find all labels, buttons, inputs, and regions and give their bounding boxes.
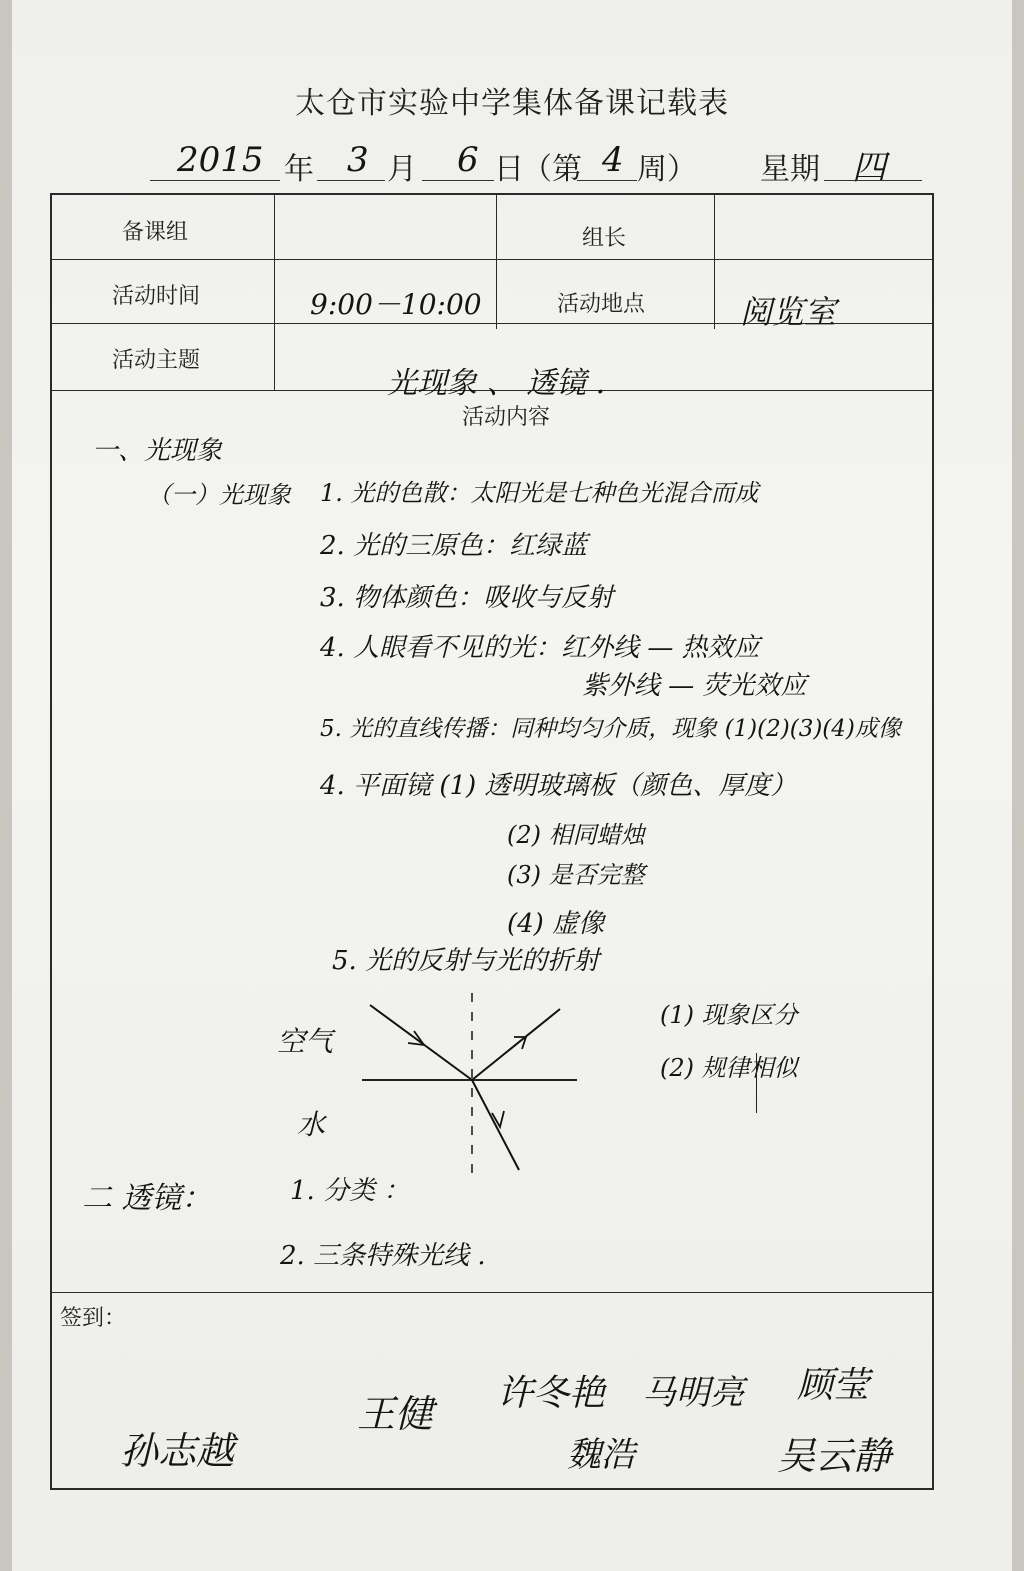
label-content: 活动内容 bbox=[462, 405, 551, 430]
month-value: 3 bbox=[347, 140, 369, 180]
week-value: 4 bbox=[602, 140, 624, 180]
note-stroke bbox=[756, 1053, 757, 1113]
content-item: 4. 人眼看不见的光：红外线 — 热效应 bbox=[320, 633, 760, 663]
form-title: 太仓市实验中学集体备课记载表 bbox=[295, 86, 729, 121]
weekday-value: 四 bbox=[852, 148, 886, 188]
content-item: 2. 光的三原色：红绿蓝 bbox=[320, 531, 588, 561]
content-item: 4. 平面镜 (1) 透明玻璃板（颜色、厚度） bbox=[320, 771, 797, 801]
content-item: (2) 相同蜡烛 bbox=[507, 821, 645, 849]
diagram-note: (1) 现象区分 bbox=[660, 1001, 798, 1029]
subsection-1-heading: （一）光现象 bbox=[147, 481, 291, 509]
label-group: 备课组 bbox=[122, 220, 189, 245]
reflected-ray bbox=[472, 1009, 560, 1080]
content-item: 1. 光的色散：太阳光是七种色光混合而成 bbox=[320, 479, 759, 507]
day-label: 日 bbox=[494, 152, 524, 187]
label-signin: 签到： bbox=[60, 1306, 127, 1331]
value-time: 9:00－10:00 bbox=[310, 288, 482, 321]
section-1-heading: 一、光现象 bbox=[92, 436, 223, 466]
weekday-label: 星期 bbox=[760, 152, 820, 187]
year-label: 年 bbox=[284, 152, 314, 187]
label-leader: 组长 bbox=[582, 226, 627, 251]
week-close: 周） bbox=[637, 152, 697, 187]
value-place: 阅览室 bbox=[740, 293, 837, 331]
signature: 魏浩 bbox=[567, 1435, 635, 1475]
signature: 马明亮 bbox=[642, 1373, 744, 1413]
label-place: 活动地点 bbox=[557, 292, 646, 317]
refracted-ray bbox=[472, 1080, 519, 1170]
section-2-item: 1. 分类 ： bbox=[290, 1176, 410, 1206]
signature: 王健 bbox=[357, 1392, 434, 1436]
label-air: 空气 bbox=[277, 1025, 334, 1058]
label-water: 水 bbox=[297, 1108, 326, 1141]
content-item: (4) 虚像 bbox=[507, 909, 605, 939]
record-table bbox=[50, 193, 934, 1490]
content-item: 5. 光的反射与光的折射 bbox=[332, 946, 600, 976]
label-topic: 活动主题 bbox=[112, 348, 201, 373]
signature: 吴云静 bbox=[777, 1434, 892, 1478]
incident-ray bbox=[370, 1005, 472, 1080]
content-item: 5. 光的直线传播：同种均匀介质，现象 (1)(2)(3)(4)成像 bbox=[320, 716, 901, 742]
label-time: 活动时间 bbox=[112, 284, 201, 309]
diagram-note: (2) 规律相似 bbox=[660, 1054, 798, 1082]
form-sheet bbox=[12, 0, 1012, 1571]
section-2-item: 2. 三条特殊光线 . bbox=[280, 1241, 486, 1271]
content-item: 3. 物体颜色：吸收与反射 bbox=[320, 583, 614, 613]
date-line bbox=[12, 140, 1012, 190]
year-value: 2015 bbox=[177, 140, 264, 180]
month-label: 月 bbox=[387, 152, 417, 187]
signature: 顾莹 bbox=[797, 1365, 870, 1406]
value-topic: 光现象 、 透镜 . bbox=[387, 366, 606, 401]
content-item: (3) 是否完整 bbox=[507, 861, 645, 889]
refracted-arrow-icon bbox=[492, 1111, 504, 1127]
content-item: 紫外线 — 荧光效应 bbox=[582, 671, 807, 701]
week-open: （第 bbox=[522, 152, 582, 187]
signature: 许冬艳 bbox=[497, 1373, 606, 1414]
refraction-diagram bbox=[342, 985, 582, 1185]
day-value: 6 bbox=[457, 140, 479, 180]
signature: 孙志越 bbox=[120, 1429, 235, 1473]
section-2-heading: 二 透镜： bbox=[82, 1181, 212, 1216]
